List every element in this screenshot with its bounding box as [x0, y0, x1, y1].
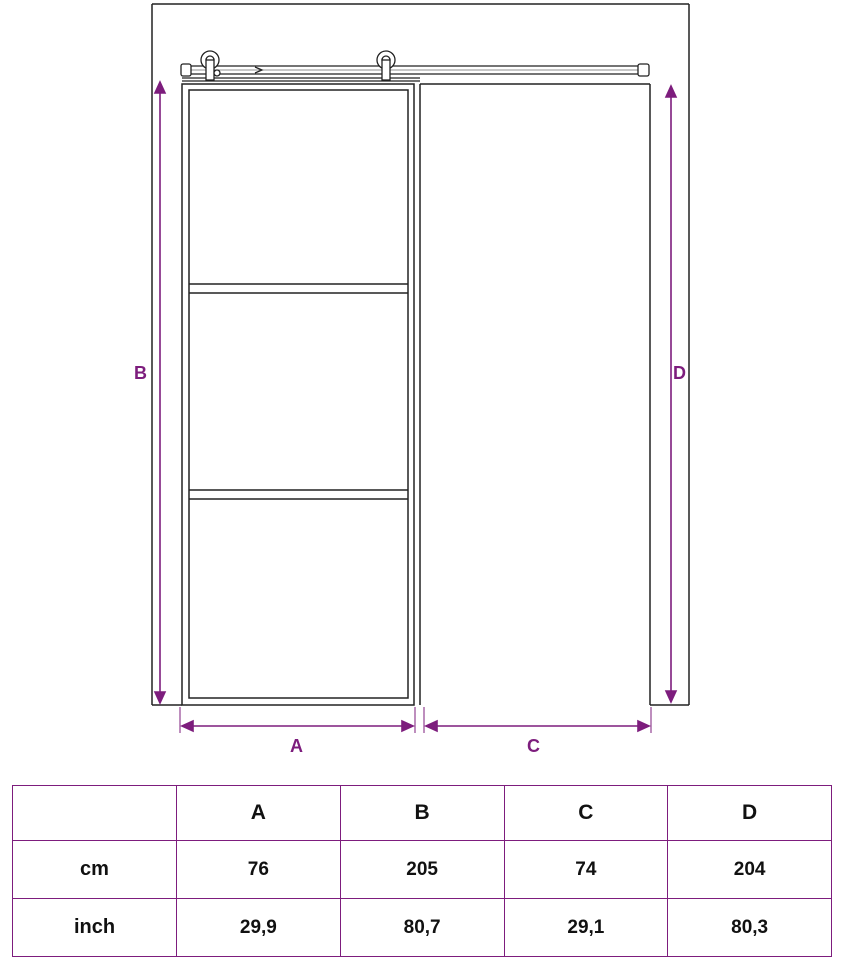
sliding-rail — [181, 64, 649, 81]
header-c: C — [504, 786, 668, 841]
cell-cm-d: 204 — [668, 841, 832, 899]
cell-inch-b: 80,7 — [340, 899, 504, 957]
roller-right — [377, 51, 395, 80]
cell-inch-c: 29,1 — [504, 899, 668, 957]
cell-cm-a: 76 — [177, 841, 341, 899]
door-opening — [420, 84, 650, 705]
row-label-inch: inch — [13, 899, 177, 957]
row-label-cm: cm — [13, 841, 177, 899]
header-empty — [13, 786, 177, 841]
table-row-cm — [13, 841, 832, 899]
dimension-label-d: D — [673, 363, 686, 383]
table-row-inch — [13, 899, 832, 957]
door-leaf — [182, 84, 414, 705]
cell-cm-b: 205 — [340, 841, 504, 899]
dimension-label-b: B — [134, 363, 147, 383]
cell-inch-d: 80,3 — [668, 899, 832, 957]
dimensions-table — [12, 785, 832, 957]
header-a: A — [177, 786, 341, 841]
dimension-label-a: A — [290, 736, 303, 756]
roller-left — [201, 51, 220, 80]
cell-inch-a: 29,9 — [177, 899, 341, 957]
header-b: B — [340, 786, 504, 841]
table-header-row — [13, 786, 832, 841]
dimension-label-c: C — [527, 736, 540, 756]
cell-cm-c: 74 — [504, 841, 668, 899]
dimension-lines — [155, 82, 676, 733]
header-d: D — [668, 786, 832, 841]
